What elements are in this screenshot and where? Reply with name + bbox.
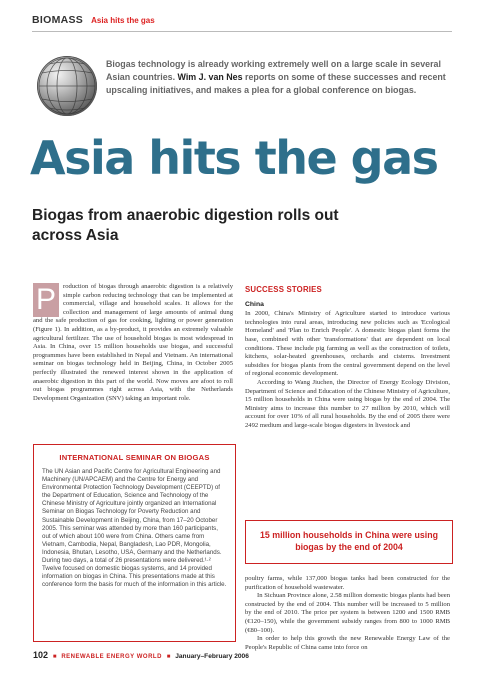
china-paragraph-1: In 2000, China's Ministry of Agriculture started to introduce various technologies into rural areas, introducing new policies such as 'Ecological Homeland' and 'Plan to Enrich People'. A domestic biogas plant forms the base, combined with other 'transformations' that are dependent on local conditions. These include pig farming as well as the construction of toilets, kitchens, solar-heated greenhouses, orchards and cisterns. Investment subsidies for biogas plants from the central government depend on the level of regional economic development. <box>245 310 450 378</box>
globe-icon <box>37 56 97 116</box>
footer-separator-icon: ■ <box>166 654 171 660</box>
section-sublabel: Asia hits the gas <box>91 16 155 25</box>
sidebar-title: INTERNATIONAL SEMINAR ON BIOGAS <box>59 453 210 462</box>
article-title: Asia hits the gas <box>30 131 438 185</box>
page-number: 102 <box>33 650 49 660</box>
pull-quote: 15 million households in China were using biogas by the end of 2004 <box>245 520 453 564</box>
magazine-name: RENEWABLE ENERGY WORLD <box>61 654 162 660</box>
intro-standfirst <box>106 58 446 97</box>
drop-cap: P <box>33 283 59 317</box>
success-stories-heading: SUCCESS STORIES <box>245 285 322 294</box>
seminar-sidebar <box>33 444 236 642</box>
continued-paragraph-1: poultry farms, while 137,000 biogas tanks had been constructed for the purification of household wastewater. <box>245 575 450 591</box>
intro-rest: reports on some of these successes and recent upscaling initiatives, and makes a plea for a global conference on biogas. <box>106 72 446 95</box>
intro-lead: Biogas technology is already working extremely well on a large scale in several Asian countries. <box>106 59 441 82</box>
continued-paragraph-3: In order to help this growth the new Renewable Energy Law of the People's Republic of China came into force on <box>245 635 450 651</box>
sidebar-body: The UN Asian and Pacific Centre for Agricultural Engineering and Machinery (UN/APCAEM) and the Centre for Energy and Environmental Protection Technology Development (CEEPTD) of the Department of Education, Science and Technology of the Chinese Ministry of Agriculture jointly organized an International Seminar on Biogas Technology for Poverty Reduction and Sustainable Development in Beijing, China, from 17–20 October 2005. This seminar was attended by more than 160 participants, out of which about 100 were from China. Others came from Vietnam, Cambodia, Nepal, Bangladesh, Lao PDR, Mongolia, Indonesia, Bhutan, Lesotho, USA, Germany and the Netherlands. During two days, a total of 26 presentations were delivered.¹·² Twelve focused on domestic biogas systems, and 14 provided information on biogas in China. This presentations made at this conference form the basis for much of the information in this article. <box>42 468 227 589</box>
article-subtitle: Biogas from anaerobic digestion rolls out across Asia <box>32 207 339 244</box>
section-label: BIOMASS <box>32 14 84 26</box>
china-paragraph-2: According to Wang Jiuchen, the Director of Energy Ecology Division, Department of Science and Education of the Chinese Ministry of Agriculture, 15 million households in China were using biogas by the end of 2004. The Ministry aims to increase this number to 27 million by 2010, which will account for over 10% of all rural households. By the end of 2005 there were 2492 medium and large-scale biogas digesters in livestock and <box>245 378 450 429</box>
issue-date: January–February 2006 <box>175 653 249 660</box>
continued-paragraph-2: In Sichuan Province alone, 2.58 million domestic biogas plants had been constructed by the end of 2004. This number will be increased to 5 million by the end of 2010. The price per system is between 1200 and 1500 RMB (€120–150), while the government subsidy ranges from 800 to 1000 RMB (€80–100). <box>245 592 450 634</box>
left-column <box>33 283 233 403</box>
page-footer <box>33 650 333 660</box>
right-column-continued <box>245 575 450 652</box>
intro-paragraph: roduction of biogas through anaerobic digestion is a relatively simple carbon reducing technology that can be implemented at commercial, village and household scales. It allows for the collection and management of large amounts of animal dung and the safe production of gas for cooking, lighting or power generation (Figure 1). In addition, as a by-product, it provides an extremely valuable agricultural fertilizer. The use of household biogas is most widespread in Asia. In China, over 15 million households use biogas, and successful programmes have been established in Nepal and Vietnam. An international seminar on biogas technology held in Beijing, China, in October 2005 perfectly illustrated the renewed interest shown in the application of anaerobic digestion in this part of the world. Now moves are afoot to roll out biogas programmes right across Asia, with the Netherlands Development Organization (SNV) taking an important role. <box>33 283 233 402</box>
section-header <box>32 10 452 32</box>
footer-separator-icon: ■ <box>52 654 57 660</box>
right-column <box>245 286 450 431</box>
china-heading: China <box>245 300 264 308</box>
intro-author: Wim J. van Nes <box>177 72 243 82</box>
